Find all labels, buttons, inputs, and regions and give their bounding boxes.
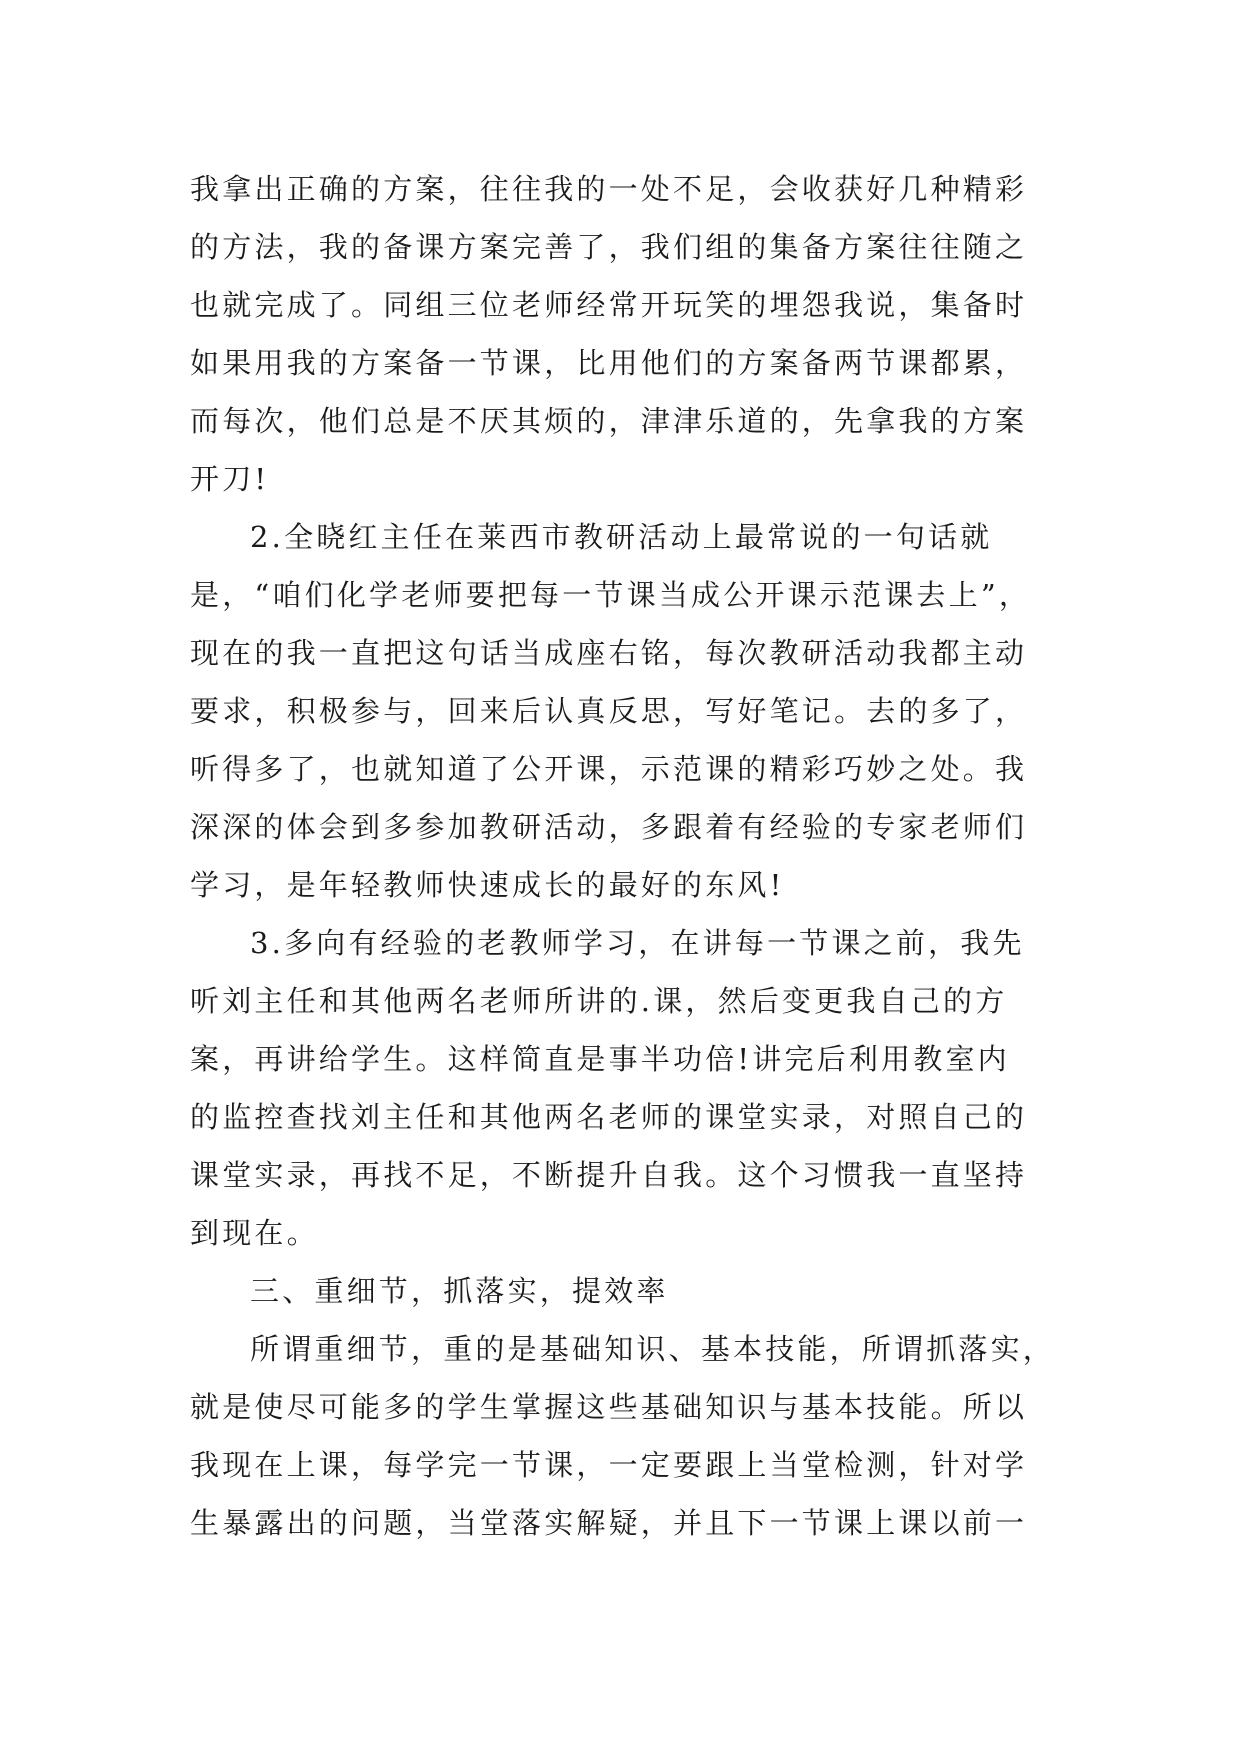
text-line: 开刀!	[190, 462, 270, 496]
text-line: 案，再讲给学生。这样简直是事半功倍!讲完后利用教室内	[190, 1042, 1010, 1076]
text-line: 就是使尽可能多的学生掌握这些基础知识与基本技能。所以	[190, 1390, 1028, 1424]
text-line: 听刘主任和其他两名老师所讲的.课，然后变更我自己的方	[190, 984, 1008, 1018]
text-line: 的方法，我的备课方案完善了，我们组的集备方案往往随之	[190, 230, 1028, 264]
section-heading: 三、重细节，抓落实，提效率	[250, 1274, 669, 1308]
text-line: 也就完成了。同组三位老师经常开玩笑的埋怨我说，集备时	[190, 288, 1028, 322]
text-line: 到现在。	[190, 1216, 319, 1250]
text-line: 如果用我的方案备一节课，比用他们的方案备两节课都累，	[190, 346, 1028, 380]
text-line: 听得多了，也就知道了公开课，示范课的精彩巧妙之处。我	[190, 752, 1028, 786]
body-text	[190, 160, 1058, 1552]
text-line: 学习，是年轻教师快速成长的最好的东风!	[190, 868, 785, 902]
text-line: 我现在上课，每学完一节课，一定要跟上当堂检测，针对学	[190, 1448, 1028, 1482]
paragraph-start-line: 2.全晓红主任在莱西市教研活动上最常说的一句话就	[250, 520, 993, 554]
paragraph-start-line: 3.多向有经验的老教师学习，在讲每一节课之前，我先	[250, 926, 1025, 960]
text-line: 课堂实录，再找不足，不断提升自我。这个习惯我一直坚持	[190, 1158, 1028, 1192]
text-line: 要求，积极参与，回来后认真反思，写好笔记。去的多了，	[190, 694, 1028, 728]
paragraph-start-line: 所谓重细节，重的是基础知识、基本技能，所谓抓落实，	[250, 1332, 1056, 1366]
text-line: 是，“咱们化学老师要把每一节课当成公开课示范课去上”，	[190, 578, 1032, 612]
text-line: 深深的体会到多参加教研活动，多跟着有经验的专家老师们	[190, 810, 1028, 844]
text-line: 而每次，他们总是不厌其烦的，津津乐道的，先拿我的方案	[190, 404, 1028, 438]
text-line: 生暴露出的问题，当堂落实解疑，并且下一节课上课以前一	[190, 1506, 1028, 1540]
text-line: 我拿出正确的方案，往往我的一处不足，会收获好几种精彩	[190, 172, 1028, 206]
text-line: 的监控查找刘主任和其他两名老师的课堂实录，对照自己的	[190, 1100, 1028, 1134]
text-line: 现在的我一直把这句话当成座右铭，每次教研活动我都主动	[190, 636, 1028, 670]
